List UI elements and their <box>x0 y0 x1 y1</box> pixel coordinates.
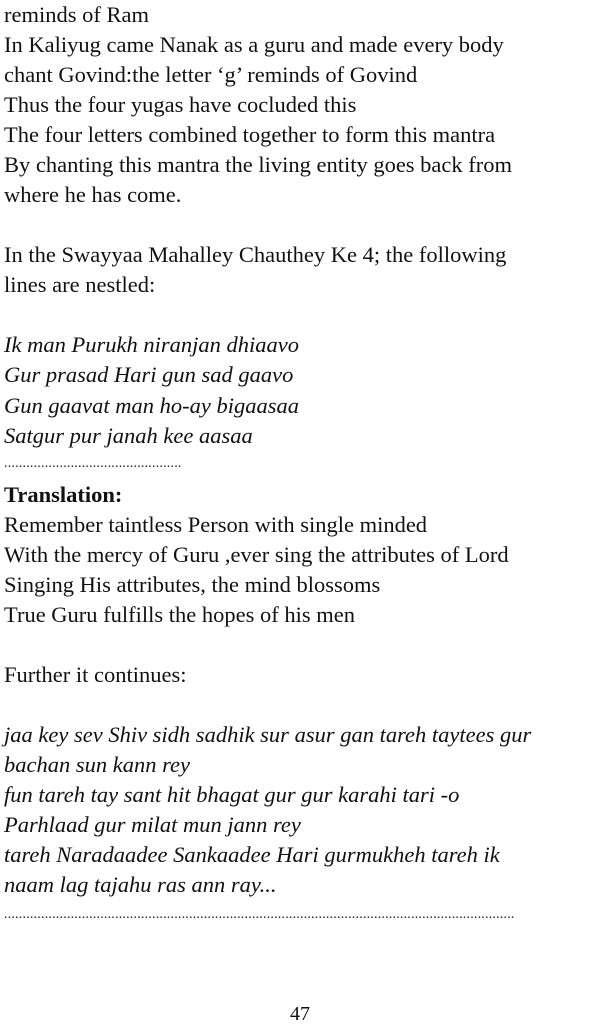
translation-line: With the mercy of Guru ,ever sing the attributes of Lord <box>4 542 509 567</box>
verse-line: jaa key sev Shiv sidh sadhik sur asur gan tareh taytees gur <box>4 722 532 747</box>
verse-line: naam lag tajahu ras ann ray... <box>4 872 277 897</box>
verse-line: fun tareh tay sant hit bhagat gur gur karahi tari -o <box>4 782 460 807</box>
text-line: By chanting this mantra the living entity goes back from <box>4 152 513 177</box>
text-line: chant Govind:the letter ‘g’ reminds of Govind <box>4 62 418 87</box>
translation-line: Singing His attributes, the mind blossoms <box>4 572 381 597</box>
page-number: 47 <box>290 1003 310 1025</box>
translation-line: True Guru fulfills the hopes of his men <box>4 602 356 627</box>
verse-line: bachan sun kann rey <box>4 752 190 777</box>
verse-line: Gun gaavat man ho-ay bigaasaa <box>4 393 299 418</box>
text-line: lines are nestled: <box>4 272 156 297</box>
translation-line: Remember taintless Person with single minded <box>4 512 428 537</box>
text-line: Further it continues: <box>4 662 187 687</box>
translation-heading: Translation: <box>4 482 123 507</box>
text-line: In the Swayyaa Mahalley Chauthey Ke 4; the following <box>4 242 507 267</box>
text-line: Thus the four yugas have cocluded this <box>4 92 357 117</box>
dotted-separator: ................................................ <box>4 457 182 471</box>
verse-line: Gur prasad Hari gun sad gaavo <box>4 362 294 387</box>
verse-line: Parhlaad gur milat mun jann rey <box>4 812 301 837</box>
text-line: reminds of Ram <box>4 2 149 27</box>
verse-line: tareh Naradaadee Sankaadee Hari gurmukheh tareh ik <box>4 842 500 867</box>
text-line: where he has come. <box>4 182 182 207</box>
text-line: In Kaliyug came Nanak as a guru and made every body <box>4 32 504 57</box>
text-line: The four letters combined together to form this mantra <box>4 122 496 147</box>
verse-line: Ik man Purukh niranjan dhiaavo <box>4 332 299 357</box>
verse-line: Satgur pur janah kee aasaa <box>4 423 253 448</box>
dotted-separator: .......................................................................................................................................... <box>4 908 515 922</box>
